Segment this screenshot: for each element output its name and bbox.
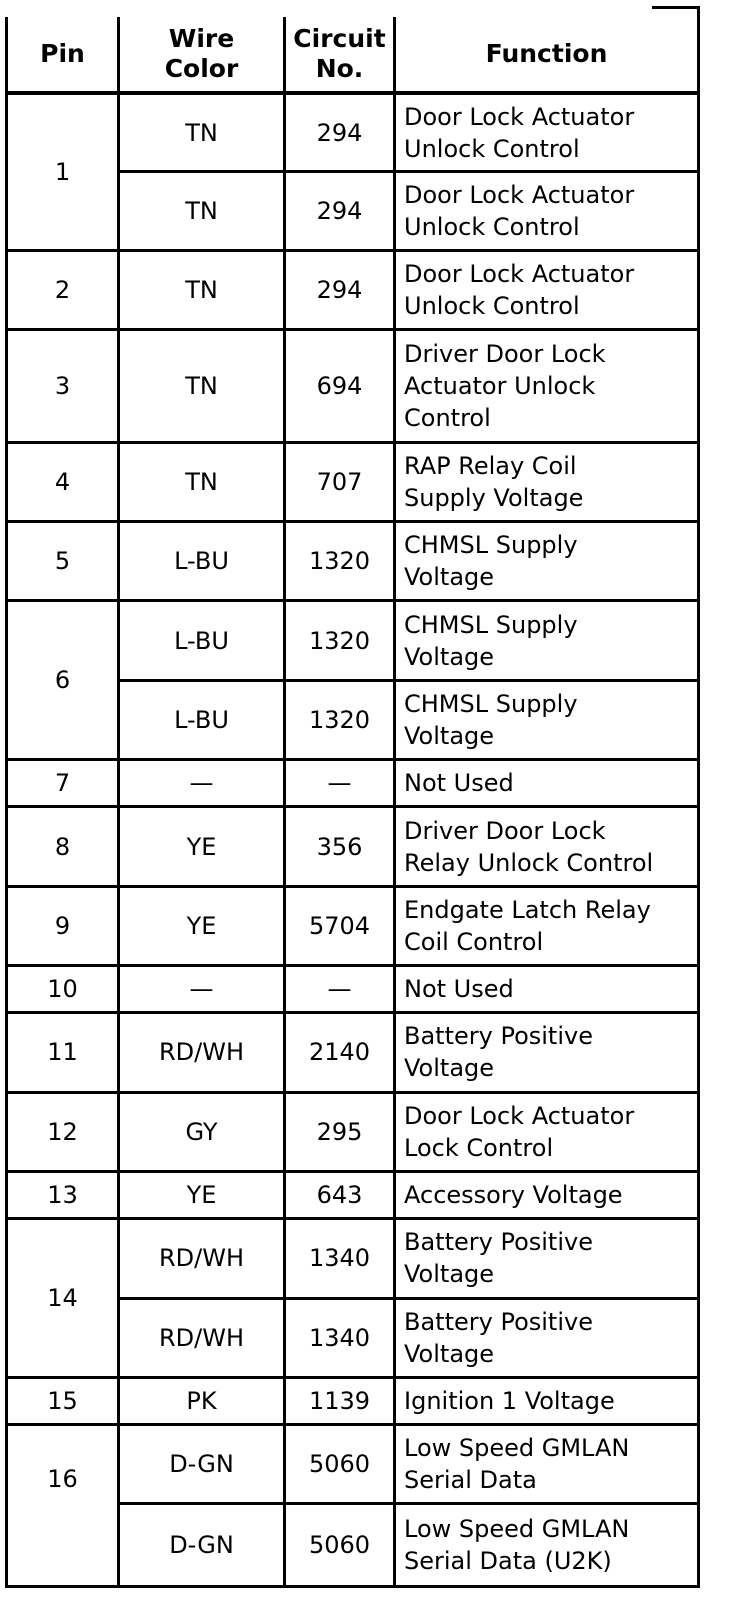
circuit-cell: 5060 <box>283 1505 393 1588</box>
circuit-cell: 707 <box>283 444 393 523</box>
function-cell: Accessory Voltage <box>393 1173 700 1220</box>
pin-cell: 3 <box>5 331 117 443</box>
function-cell: Door Lock Actuator Unlock Control <box>393 95 700 173</box>
function-cell: Door Lock Actuator Unlock Control <box>393 252 700 331</box>
table-row <box>5 1220 700 1299</box>
wire-color-cell: — <box>117 761 283 808</box>
pin-cell: 4 <box>5 444 117 523</box>
header-function: Function <box>393 17 700 95</box>
function-cell: Door Lock Actuator Unlock Control <box>393 173 700 251</box>
wire-color-cell: — <box>117 967 283 1014</box>
function-cell: Driver Door Lock Actuator Unlock Control <box>393 331 700 443</box>
wire-color-cell: TN <box>117 95 283 173</box>
function-cell: CHMSL Supply Voltage <box>393 523 700 602</box>
circuit-cell: 1320 <box>283 523 393 602</box>
pin-cell: 12 <box>5 1094 117 1173</box>
circuit-cell: 356 <box>283 808 393 887</box>
circuit-cell: 5704 <box>283 888 393 967</box>
pin-cell <box>5 1505 117 1588</box>
pin-cell: 15 <box>5 1379 117 1426</box>
pin-cell: 5 <box>5 523 117 602</box>
circuit-cell: 1320 <box>283 602 393 681</box>
wire-color-cell: YE <box>117 888 283 967</box>
wire-color-cell: GY <box>117 1094 283 1173</box>
table-row <box>5 967 700 1014</box>
wire-color-cell: L-BU <box>117 523 283 602</box>
function-cell: Door Lock Actuator Lock Control <box>393 1094 700 1173</box>
wire-color-cell: RD/WH <box>117 1014 283 1093</box>
wire-color-cell: YE <box>117 1173 283 1220</box>
function-cell: CHMSL Supply Voltage <box>393 682 700 761</box>
circuit-cell: 294 <box>283 95 393 173</box>
wire-color-cell: L-BU <box>117 602 283 681</box>
table-row <box>5 602 700 681</box>
table-row <box>5 95 700 173</box>
pin-cell: 10 <box>5 967 117 1014</box>
table-row <box>5 1014 700 1093</box>
function-cell: Battery Positive Voltage <box>393 1300 700 1379</box>
function-cell: CHMSL Supply Voltage <box>393 602 700 681</box>
circuit-cell: 294 <box>283 252 393 331</box>
function-cell: Driver Door Lock Relay Unlock Control <box>393 808 700 887</box>
table-row <box>5 523 700 602</box>
pin-cell: 1 <box>5 95 117 252</box>
header-pin: Pin <box>5 17 117 95</box>
pinout-table <box>5 17 700 1588</box>
circuit-cell: 5060 <box>283 1426 393 1505</box>
table-row <box>5 1094 700 1173</box>
function-cell: Low Speed GMLAN Serial Data <box>393 1426 700 1505</box>
table-row <box>5 444 700 523</box>
table-row <box>5 252 700 331</box>
pin-cell: 11 <box>5 1014 117 1093</box>
wire-color-cell: TN <box>117 173 283 251</box>
pin-cell: 14 <box>5 1220 117 1379</box>
function-cell: RAP Relay Coil Supply Voltage <box>393 444 700 523</box>
circuit-cell: 2140 <box>283 1014 393 1093</box>
table-row <box>5 808 700 887</box>
pin-cell: 7 <box>5 761 117 808</box>
header-circuit-no: Circuit No. <box>283 17 393 95</box>
function-cell: Battery Positive Voltage <box>393 1014 700 1093</box>
pin-cell: 16 <box>5 1426 117 1505</box>
circuit-cell: 1340 <box>283 1300 393 1379</box>
header-row <box>5 17 700 95</box>
wire-color-cell: PK <box>117 1379 283 1426</box>
pin-cell: 9 <box>5 888 117 967</box>
wire-color-cell: RD/WH <box>117 1300 283 1379</box>
circuit-cell: 295 <box>283 1094 393 1173</box>
wire-color-cell: L-BU <box>117 682 283 761</box>
table-row <box>5 1173 700 1220</box>
circuit-cell: 694 <box>283 331 393 443</box>
wire-color-cell: YE <box>117 808 283 887</box>
table-row <box>5 1505 700 1588</box>
wire-color-cell: D-GN <box>117 1426 283 1505</box>
table-row <box>5 1379 700 1426</box>
wire-color-cell: TN <box>117 252 283 331</box>
circuit-cell: — <box>283 761 393 808</box>
function-cell: Not Used <box>393 761 700 808</box>
pin-cell: 2 <box>5 252 117 331</box>
wire-color-cell: D-GN <box>117 1505 283 1588</box>
pin-cell: 13 <box>5 1173 117 1220</box>
function-cell: Not Used <box>393 967 700 1014</box>
table-row <box>5 761 700 808</box>
pin-cell: 6 <box>5 602 117 761</box>
corner-mark <box>652 6 700 9</box>
circuit-cell: 643 <box>283 1173 393 1220</box>
circuit-cell: 294 <box>283 173 393 251</box>
wire-color-cell: TN <box>117 444 283 523</box>
pin-cell: 8 <box>5 808 117 887</box>
table-row <box>5 1426 700 1505</box>
circuit-cell: 1139 <box>283 1379 393 1426</box>
circuit-cell: 1340 <box>283 1220 393 1299</box>
table-row <box>5 331 700 443</box>
function-cell: Ignition 1 Voltage <box>393 1379 700 1426</box>
wire-color-cell: TN <box>117 331 283 443</box>
circuit-cell: — <box>283 967 393 1014</box>
function-cell: Battery Positive Voltage <box>393 1220 700 1299</box>
function-cell: Endgate Latch Relay Coil Control <box>393 888 700 967</box>
table-row <box>5 888 700 967</box>
circuit-cell: 1320 <box>283 682 393 761</box>
function-cell: Low Speed GMLAN Serial Data (U2K) <box>393 1505 700 1588</box>
wire-color-cell: RD/WH <box>117 1220 283 1299</box>
header-wire-color: Wire Color <box>117 17 283 95</box>
